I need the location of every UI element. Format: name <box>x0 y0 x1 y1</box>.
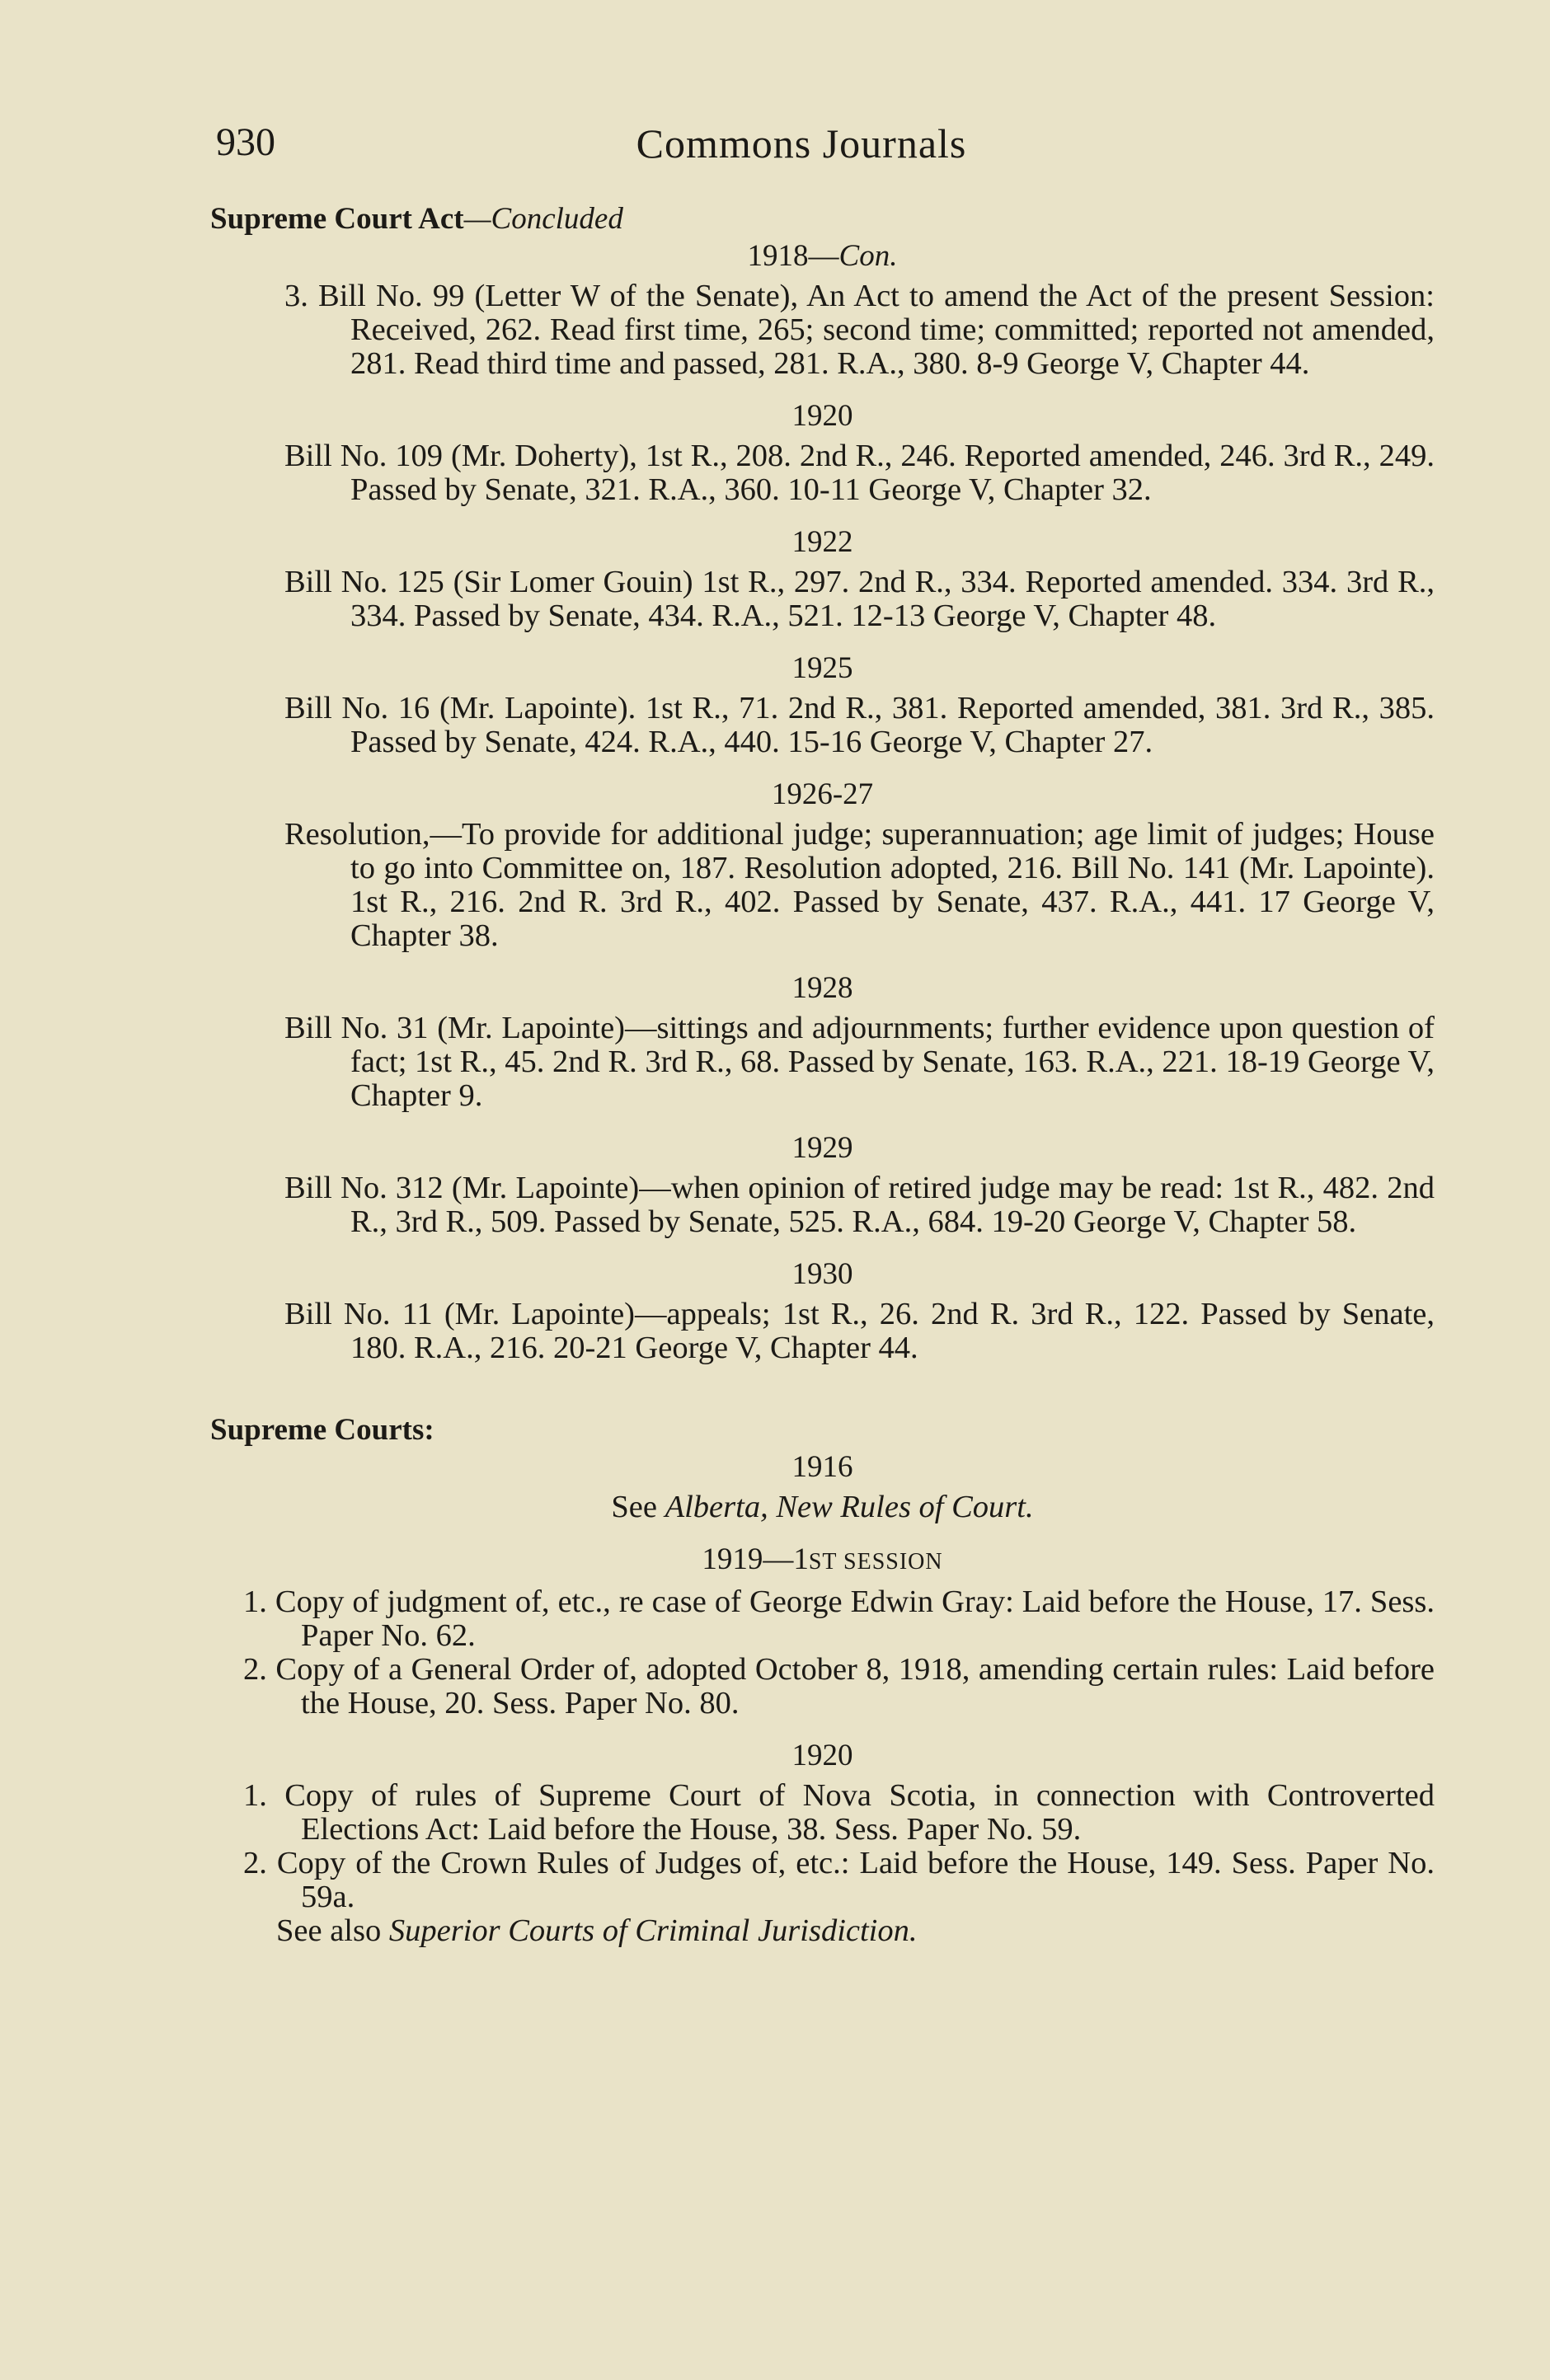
year-heading-1920-courts: 1920 <box>791 1739 853 1772</box>
section-heading-supreme-court-act <box>210 202 1435 236</box>
see-also-reference <box>276 1914 1435 1948</box>
entry-1925: Bill No. 16 (Mr. Lapointe). 1st R., 71. 2nd R., 381. Reported amended, 381. 3rd R., 385. Passed by Senate, 424. R.A., 440. 15-16 George V, Chapter 27. <box>284 691 1435 759</box>
entry-1928: Bill No. 31 (Mr. Lapointe)—sittings and adjournments; further evidence upon question of fact; 1st R., 45. 2nd R. 3rd R., 68. Passed by Senate, 163. R.A., 221. 18-19 George V, Chapter 9. <box>284 1011 1435 1113</box>
index-content <box>210 202 1435 1948</box>
year-heading-1928: 1928 <box>791 971 853 1005</box>
year-heading-1930: 1930 <box>791 1257 853 1291</box>
year-heading-1920: 1920 <box>791 399 853 433</box>
year-continued: Con. <box>838 239 898 273</box>
entry-1930: Bill No. 11 (Mr. Lapointe)—appeals; 1st R., 26. 2nd R. 3rd R., 122. Passed by Senate, 180. R.A., 216. 20-21 George V, Chapter 44. <box>284 1297 1435 1365</box>
year-heading-1926-27: 1926-27 <box>771 777 874 811</box>
see-reference: Alberta, New Rules of Court. <box>665 1490 1034 1524</box>
entry-1918: 3. Bill No. 99 (Letter W of the Senate), An Act to amend the Act of the present Session: Received, 262. Read first time, 265; second time; committed; reported not amended, 281. Read third time and passed, 281. R.A., 380. 8-9 George V, Chapter 44. <box>284 279 1435 381</box>
see-also-target: Superior Courts of Criminal Jurisdiction. <box>388 1913 918 1948</box>
section-heading-supreme-courts: Supreme Courts: <box>210 1413 434 1447</box>
year-text: 1918— <box>747 239 839 273</box>
running-title: Commons Journals <box>636 120 967 167</box>
entry-1919-2: 2. Copy of a General Order of, adopted October 8, 1918, amending certain rules: Laid before the House, 20. Sess. Paper No. 80. <box>243 1652 1435 1720</box>
heading-text: Supreme Court Act <box>210 202 464 236</box>
session-label: ST SESSION <box>808 1549 943 1575</box>
year-heading-1922: 1922 <box>791 525 853 559</box>
year-heading-1929: 1929 <box>791 1131 853 1165</box>
year-heading-1925: 1925 <box>791 651 853 685</box>
entry-1920-1: 1. Copy of rules of Supreme Court of Nova Scotia, in connection with Controverted Elections Act: Laid before the House, 38. Sess. Paper No. 59. <box>243 1778 1435 1847</box>
cross-reference-1916 <box>210 1490 1435 1524</box>
see-also-prefix: See also <box>276 1913 389 1948</box>
year-heading-1919 <box>210 1542 1435 1579</box>
page-header <box>216 120 1387 177</box>
heading-continuation: —Concluded <box>463 202 623 236</box>
entry-1920: Bill No. 109 (Mr. Doherty), 1st R., 208. 2nd R., 246. Reported amended, 246. 3rd R., 249. Passed by Senate, 321. R.A., 360. 10-11 George V, Chapter 32. <box>284 439 1435 507</box>
entry-1922: Bill No. 125 (Sir Lomer Gouin) 1st R., 297. 2nd R., 334. Reported amended. 334. 3rd R., 334. Passed by Senate, 434. R.A., 521. 12-13 George V, Chapter 48. <box>284 565 1435 633</box>
entry-1920-2: 2. Copy of the Crown Rules of Judges of, etc.: Laid before the House, 149. Sess. Paper No. 59a. <box>243 1846 1435 1914</box>
year-heading-1918 <box>210 239 1435 273</box>
entry-1929: Bill No. 312 (Mr. Lapointe)—when opinion of retired judge may be read: 1st R., 482. 2nd R., 3rd R., 509. Passed by Senate, 525. R.A., 684. 19-20 George V, Chapter 58. <box>284 1171 1435 1239</box>
year-text: 1919—1 <box>702 1542 809 1576</box>
entry-1926-27: Resolution,—To provide for additional judge; superannuation; age limit of judges; House to go into Committee on, 187. Resolution adopted, 216. Bill No. 141 (Mr. Lapointe). 1st R., 216. 2nd R. 3rd R., 402. Passed by Senate, 437. R.A., 441. 17 George V, Chapter 38. <box>284 817 1435 953</box>
year-heading-1916: 1916 <box>791 1450 853 1484</box>
entry-1919-1: 1. Copy of judgment of, etc., re case of George Edwin Gray: Laid before the House, 17. Sess. Paper No. 62. <box>243 1584 1435 1653</box>
see-prefix: See <box>611 1490 665 1524</box>
page-number: 930 <box>216 120 275 164</box>
